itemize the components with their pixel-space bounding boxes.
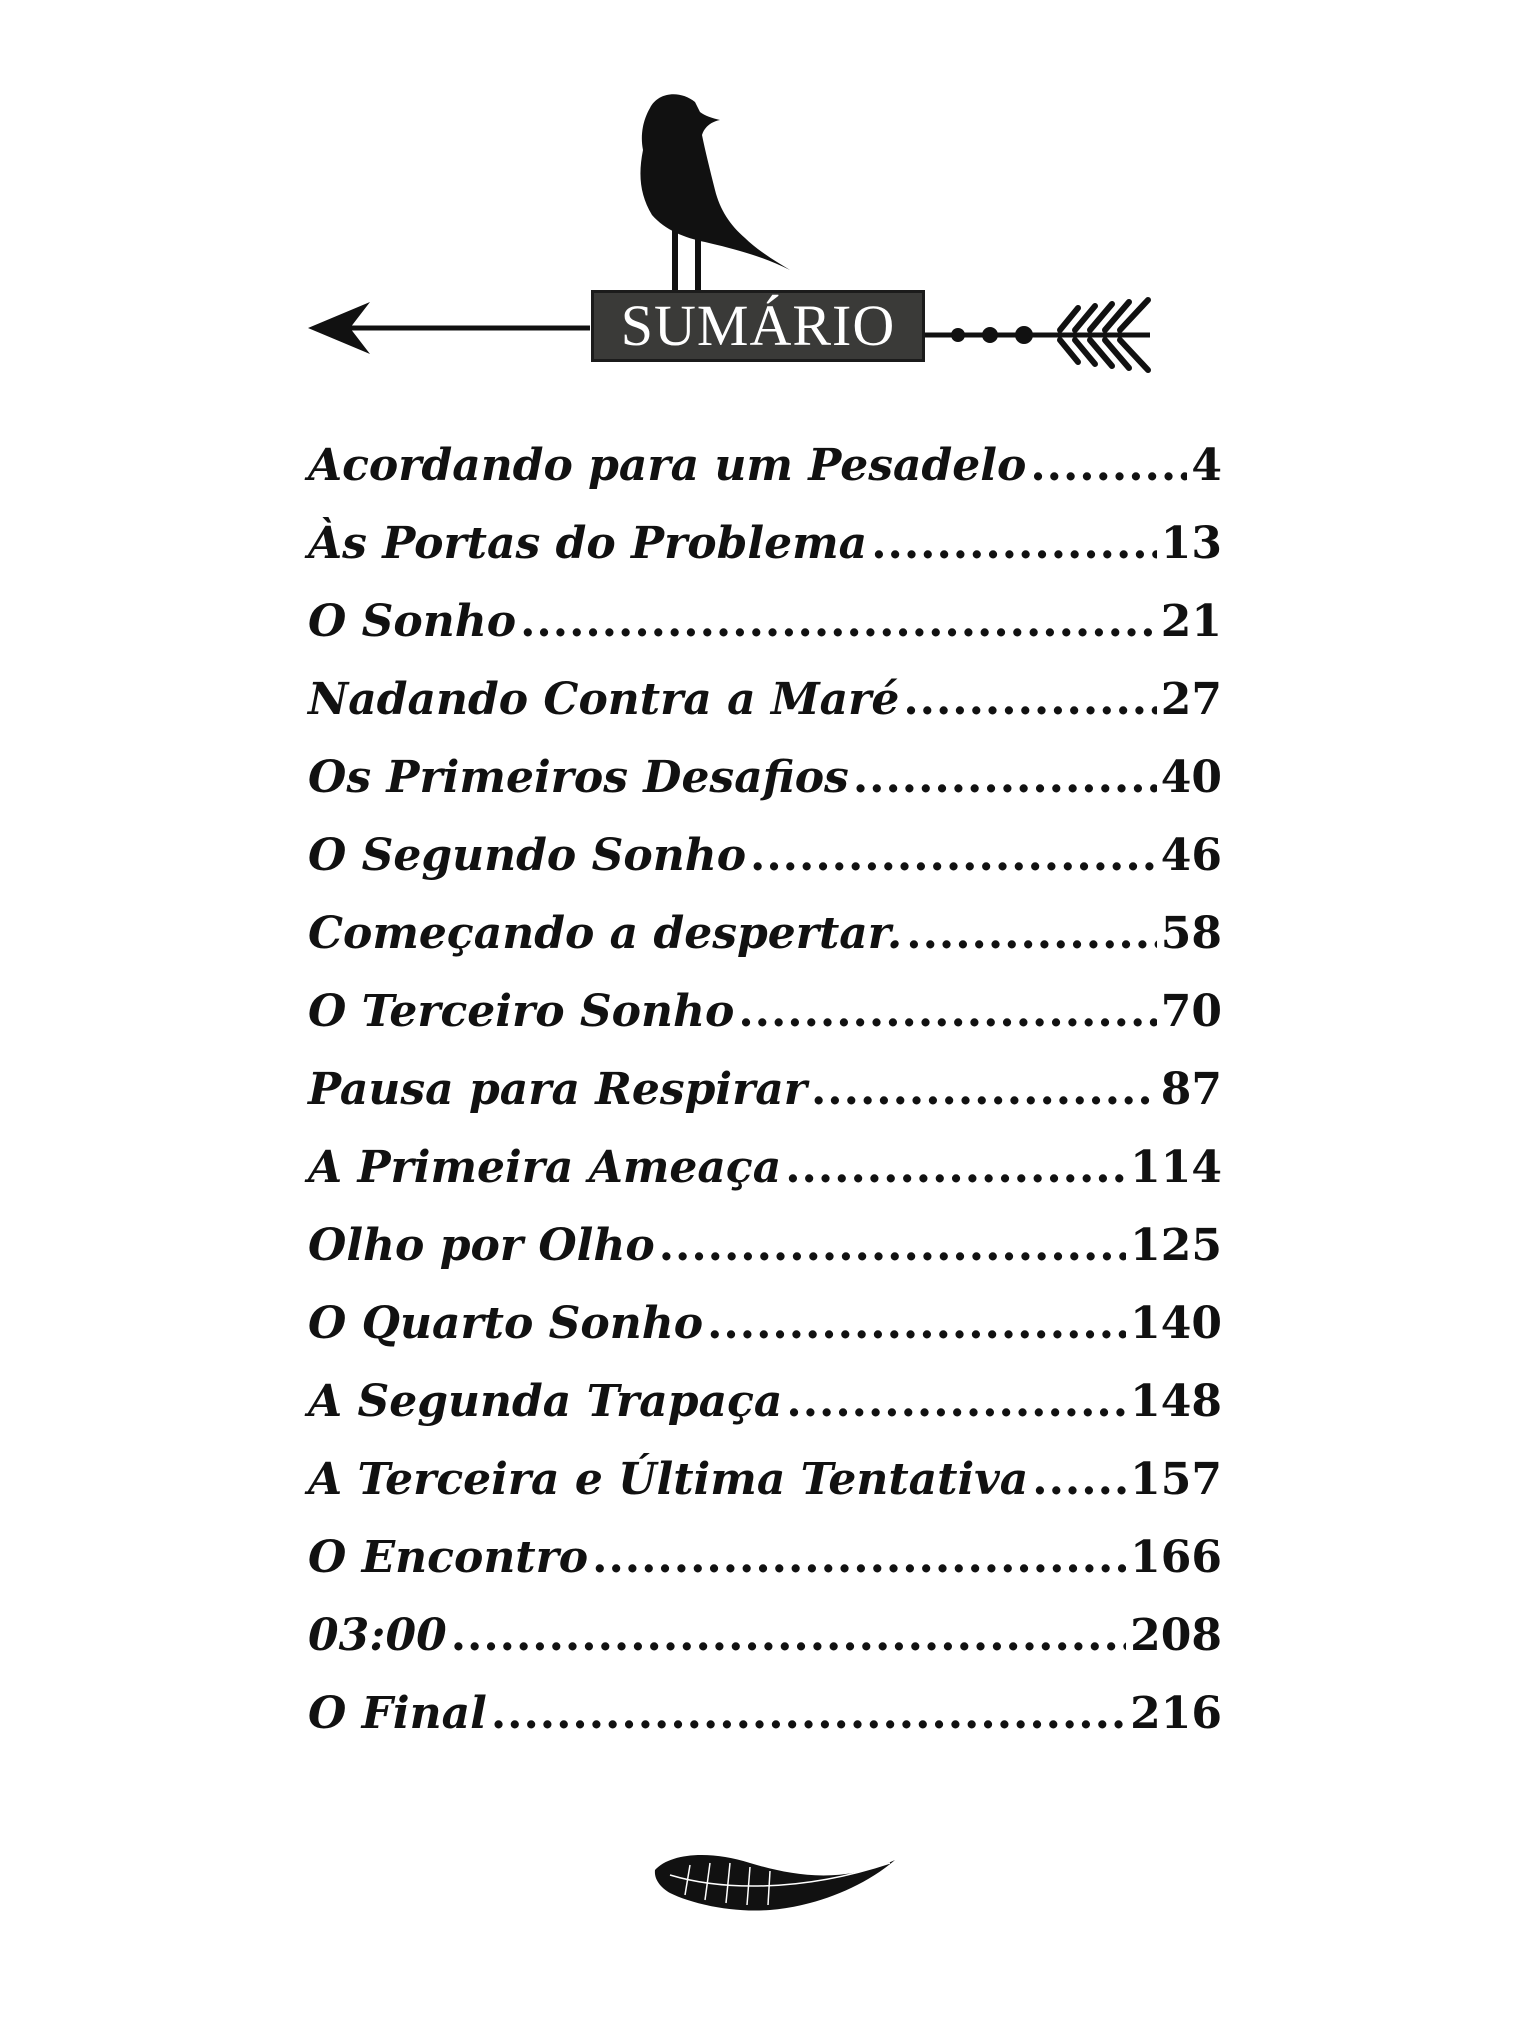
toc-entry-page: 21 [1160,596,1222,647]
toc-entry-title: O Terceiro Sonho [308,986,735,1037]
toc-leader-dots [1032,1454,1126,1505]
toc-entry-title: A Terceira e Última Tentativa [308,1454,1029,1505]
toc-entry [308,440,1222,518]
toc-leader-dots [707,1298,1126,1349]
toc-entry-title: O Segundo Sonho [308,830,747,881]
toc-leader-dots [592,1532,1126,1583]
toc-entry-title: A Segunda Trapaça [308,1376,783,1427]
toc-leader-dots [811,1064,1157,1115]
toc-entry [308,908,1222,986]
toc-entry-page: 46 [1160,830,1222,881]
toc-leader-dots [659,1220,1126,1271]
crow-icon [640,94,790,297]
toc-entry [308,1610,1222,1688]
toc-leader-dots [903,674,1156,725]
toc-entry-page: 114 [1130,1142,1222,1193]
toc-entry-page: 157 [1130,1454,1222,1505]
toc-entry [308,1688,1222,1766]
toc-entry-title: 03:00 [308,1610,447,1661]
toc-entry-title: Acordando para um Pesadelo [308,440,1027,491]
toc-entry-page: 208 [1130,1610,1222,1661]
toc-entry-page: 87 [1160,1064,1222,1115]
toc-entry [308,1298,1222,1376]
feather-icon [650,1845,900,1925]
toc-entry [308,986,1222,1064]
toc-leader-dots [906,908,1157,959]
toc-entry-title: O Quarto Sonho [308,1298,704,1349]
toc-leader-dots [785,1142,1126,1193]
toc-leader-dots [520,596,1157,647]
toc-entry-page: 70 [1160,986,1222,1037]
toc-entry [308,1142,1222,1220]
toc-entry-page: 13 [1160,518,1222,569]
page-title: SUMÁRIO [620,293,896,358]
toc-entry-title: O Sonho [308,596,517,647]
toc-entry-page: 27 [1160,674,1222,725]
toc-entry-page: 216 [1130,1688,1222,1739]
toc-entry-page: 40 [1160,752,1222,803]
toc-entry-title: O Encontro [308,1532,589,1583]
toc-entry-title: Começando a despertar. [308,908,903,959]
title-box [591,290,925,362]
toc-entry-page: 4 [1191,440,1222,491]
toc-entry-page: 148 [1130,1376,1222,1427]
toc-entry-title: Olho por Olho [308,1220,655,1271]
toc-entry [308,1064,1222,1142]
toc-entry [308,1220,1222,1298]
toc-leader-dots [750,830,1157,881]
toc-entry [308,1454,1222,1532]
toc-leader-dots [786,1376,1126,1427]
toc-leader-dots [1030,440,1187,491]
toc-entry-title: Nadando Contra a Maré [308,674,900,725]
toc-leader-dots [451,1610,1126,1661]
toc-leader-dots [738,986,1156,1037]
toc-entry [308,674,1222,752]
toc-entry-title: O Final [308,1688,487,1739]
toc-entry [308,830,1222,908]
toc-entry [308,1376,1222,1454]
toc-entry-title: A Primeira Ameaça [308,1142,782,1193]
toc-leader-dots [491,1688,1126,1739]
toc-leader-dots [871,518,1157,569]
toc-entry [308,518,1222,596]
toc-leader-dots [853,752,1157,803]
toc-entry-page: 166 [1130,1532,1222,1583]
toc-entry-title: Pausa para Respirar [308,1064,807,1115]
toc-entry-page: 58 [1160,908,1222,959]
toc-entry [308,596,1222,674]
toc-entry [308,752,1222,830]
toc-entry-page: 140 [1130,1298,1222,1349]
toc-entry-page: 125 [1130,1220,1222,1271]
toc-entry [308,1532,1222,1610]
table-of-contents [308,440,1222,1766]
toc-entry-title: Os Primeiros Desafios [308,752,849,803]
toc-entry-title: Às Portas do Problema [308,518,868,569]
